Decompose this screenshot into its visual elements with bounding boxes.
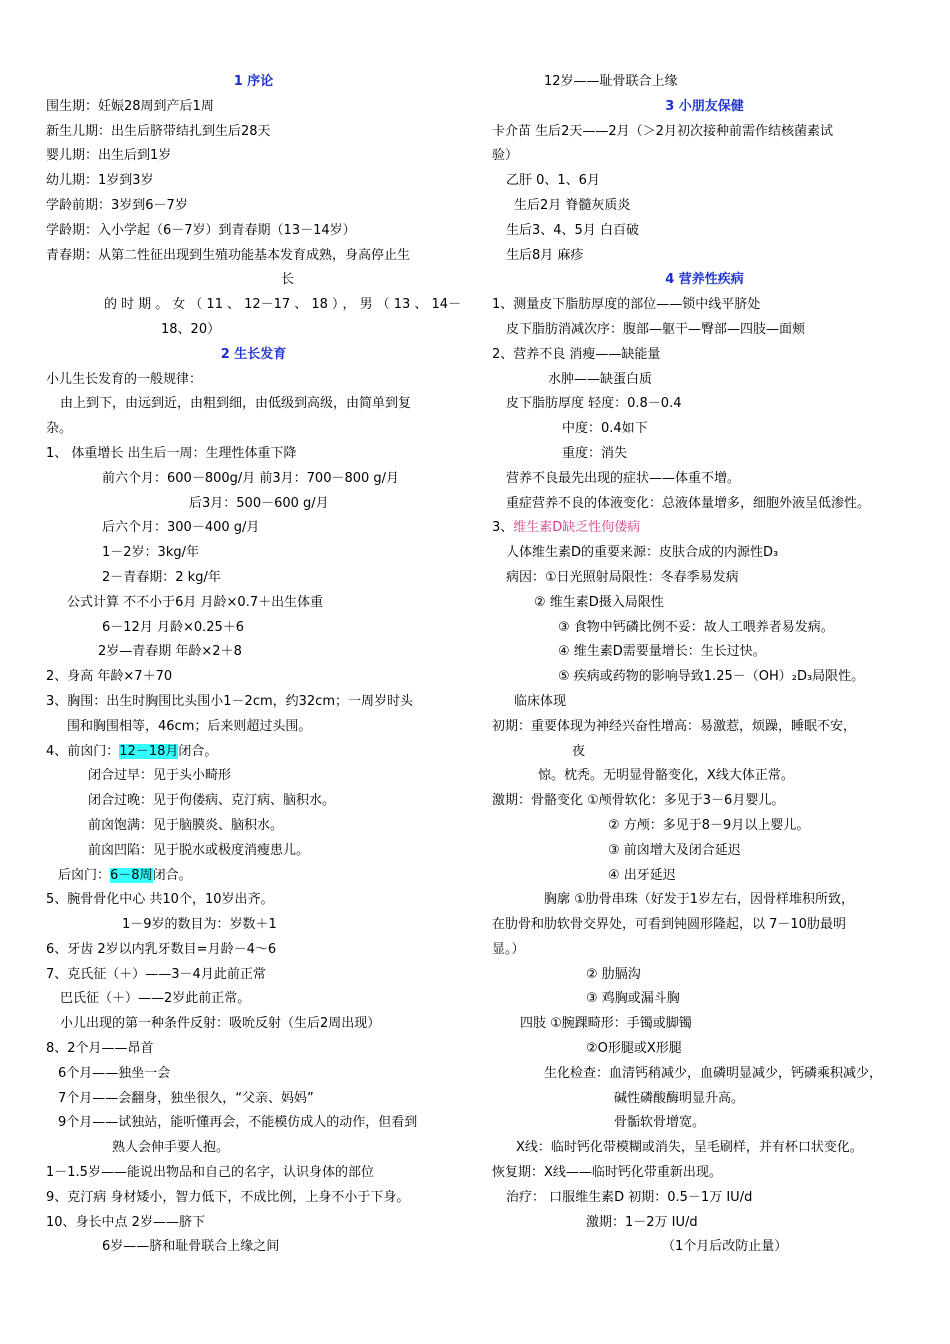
line-text: 5、腕骨骨化中心 共10个，10岁出齐。 bbox=[46, 892, 274, 908]
line-text: 3、胸围：出生时胸围比头围小1－2cm，约32cm；一周岁时头 bbox=[46, 693, 413, 709]
line-text: 10、身长中点 2岁——脐下 bbox=[46, 1214, 205, 1230]
line-text: 学龄前期：3岁到6－7岁 bbox=[46, 197, 188, 213]
text-line bbox=[46, 740, 461, 765]
line-text: 卡介苗 生后2天——2月（＞2月初次接种前需作结核菌素试 bbox=[492, 123, 833, 139]
line-text: 6个月——独坐一会 bbox=[58, 1065, 171, 1081]
line-text: 围和胸围相等，46cm；后来则超过头围。 bbox=[67, 718, 312, 734]
line-text: 后六个月：300－400 g/月 bbox=[102, 520, 260, 536]
line-text: 闭合过晚：见于佝偻病、克汀病、脑积水。 bbox=[88, 793, 336, 809]
text-line bbox=[492, 987, 917, 1012]
line-text: 3、 bbox=[492, 520, 514, 536]
line-text: 小儿生长发育的一般规律： bbox=[46, 371, 203, 387]
text-line bbox=[492, 1136, 917, 1161]
line-text: 闭合过早：见于头小畸形 bbox=[88, 768, 232, 784]
text-line bbox=[492, 814, 917, 839]
line-text: 前囟凹陷：见于脱水或极度消瘦患儿。 bbox=[88, 842, 310, 858]
text-line bbox=[492, 1111, 917, 1136]
line-text: 乙肝 0、1、6月 bbox=[506, 173, 600, 189]
text-line bbox=[46, 640, 461, 665]
text-line bbox=[492, 194, 917, 219]
text-line bbox=[46, 417, 461, 442]
highlighted-text: 6－8周 bbox=[110, 867, 153, 883]
text-line bbox=[492, 888, 917, 913]
line-text: 1、 体重增长 出生后一周：生理性体重下降 bbox=[46, 445, 297, 461]
text-line bbox=[46, 1087, 461, 1112]
text-line bbox=[46, 144, 461, 169]
line-text: 7、克氏征（＋）——3－4月此前正常 bbox=[46, 966, 266, 982]
line-text: ③ 食物中钙磷比例不妥：故人工喂养者易发病。 bbox=[558, 619, 834, 635]
text-line bbox=[492, 616, 917, 641]
line-text: 2－青春期：2 kg/年 bbox=[102, 569, 221, 585]
text-line bbox=[46, 442, 461, 467]
text-line bbox=[46, 95, 461, 120]
line-text: 前六个月：600－800g/月 前3月：700－800 g/月 bbox=[102, 470, 400, 486]
line-text: 临床体现 bbox=[514, 693, 567, 709]
line-text: ③ 鸡胸或漏斗胸 bbox=[586, 991, 680, 1007]
text-line bbox=[492, 1186, 917, 1211]
text-line bbox=[46, 1186, 461, 1211]
line-text: 惊。枕秃。无明显骨骼变化，X线大体正常。 bbox=[538, 768, 794, 784]
line-text: 后囟门： bbox=[58, 867, 111, 883]
line-text: 18、20） bbox=[161, 321, 221, 337]
section-heading bbox=[46, 343, 461, 368]
line-text: 2岁—青春期 年龄×2＋8 bbox=[98, 644, 242, 660]
line-text: ④ 维生素D需要量增长：生长过快。 bbox=[558, 644, 766, 660]
line-text: X线：临时钙化带模糊或消失，呈毛刷样，并有杯口状变化。 bbox=[516, 1140, 863, 1156]
text-line bbox=[46, 293, 461, 318]
text-line bbox=[492, 740, 917, 765]
line-text: 小儿出现的第一种条件反射：吸吮反射（生后2周出现） bbox=[60, 1016, 381, 1032]
text-line bbox=[46, 318, 461, 343]
line-text: 生后8月 麻疹 bbox=[506, 247, 584, 263]
line-text: 水肿——缺蛋白质 bbox=[548, 371, 653, 387]
line-text: 生后3、4、5月 白百破 bbox=[506, 222, 639, 238]
line-text: ② 维生素D摄入局限性 bbox=[534, 594, 664, 610]
line-text: 7个月——会翻身，独坐很久，“父亲、妈妈” bbox=[58, 1090, 314, 1106]
text-line bbox=[492, 1087, 917, 1112]
text-line bbox=[492, 715, 917, 740]
line-text: 2、营养不良 消瘦——缺能量 bbox=[492, 346, 661, 362]
text-line bbox=[46, 839, 461, 864]
line-text: 前囟饱满：见于脑膜炎、脑积水。 bbox=[88, 817, 284, 833]
heading-text: 4 营养性疾病 bbox=[665, 272, 744, 288]
text-line bbox=[46, 665, 461, 690]
line-text: 8、2个月——昂首 bbox=[46, 1041, 154, 1057]
text-line bbox=[492, 169, 917, 194]
line-text: 重度：消失 bbox=[562, 445, 628, 461]
text-line bbox=[492, 541, 917, 566]
text-line bbox=[46, 814, 461, 839]
line-text: 6－12月 月龄×0.25＋6 bbox=[102, 619, 245, 635]
line-text: 验） bbox=[492, 148, 519, 164]
text-line bbox=[492, 1037, 917, 1062]
text-line bbox=[46, 913, 461, 938]
line-text: ② 肋膈沟 bbox=[586, 966, 641, 982]
text-line bbox=[492, 566, 917, 591]
line-text: 1－2岁：3kg/年 bbox=[102, 545, 199, 561]
text-line bbox=[46, 194, 461, 219]
heading-text: 3 小朋友保健 bbox=[665, 98, 744, 114]
line-text: 学龄期：入小学起（6－7岁）到青春期（13－14岁） bbox=[46, 222, 356, 238]
text-line bbox=[492, 392, 917, 417]
text-line bbox=[46, 963, 461, 988]
line-text: 幼儿期：1岁到3岁 bbox=[46, 173, 154, 189]
text-line bbox=[492, 343, 917, 368]
text-line bbox=[46, 715, 461, 740]
line-text: 骨骺软骨增宽。 bbox=[614, 1115, 706, 1131]
text-line bbox=[492, 120, 917, 145]
text-line bbox=[492, 690, 917, 715]
text-line bbox=[46, 219, 461, 244]
text-line bbox=[46, 1211, 461, 1236]
line-text: ④ 出牙延迟 bbox=[608, 867, 676, 883]
line-text: 4、前囟门： bbox=[46, 743, 120, 759]
line-text: 杂。 bbox=[46, 421, 73, 437]
text-line bbox=[46, 616, 461, 641]
line-text: 6岁——脐和耻骨联合上缘之间 bbox=[102, 1239, 280, 1255]
line-text: 新生儿期：出生后脐带结扎到生后28天 bbox=[46, 123, 271, 139]
text-line bbox=[46, 987, 461, 1012]
line-text: 1－1.5岁——能说出物品和自己的名字，认识身体的部位 bbox=[46, 1165, 374, 1181]
text-line bbox=[46, 864, 461, 889]
line-text: 的时期。女（11、12－17、18），男（13、14－ bbox=[104, 297, 461, 313]
text-line bbox=[46, 690, 461, 715]
text-line bbox=[492, 913, 917, 938]
line-text: 胸廓 ①肋骨串珠（好发于1岁左右，因骨样堆积所致， bbox=[544, 892, 855, 908]
line-text: 9个月——试独站，能听懂再会，不能模仿成人的动作，但看到 bbox=[58, 1115, 418, 1131]
line-text-tail: 闭合。 bbox=[152, 867, 192, 883]
text-line bbox=[46, 392, 461, 417]
text-line bbox=[492, 516, 917, 541]
line-text: 皮下脂肪厚度 轻度：0.8－0.4 bbox=[506, 396, 682, 412]
line-text: 生化检查：血清钙稍减少，血磷明显减少，钙磷乘积减少， bbox=[544, 1065, 883, 1081]
line-text: （1个月后改防止量） bbox=[662, 1239, 788, 1255]
line-text: 激期：1－2万 IU/d bbox=[586, 1214, 698, 1230]
line-text: 显。） bbox=[492, 941, 525, 957]
text-line bbox=[46, 268, 461, 293]
text-line bbox=[46, 1037, 461, 1062]
text-line bbox=[46, 938, 461, 963]
line-text: 6、牙齿 2岁以内乳牙数目=月龄－4～6 bbox=[46, 941, 277, 957]
line-text: 激期：骨骼变化 ①颅骨软化：多见于3－6月婴儿。 bbox=[492, 793, 785, 809]
text-line bbox=[46, 1012, 461, 1037]
line-text: 治疗： 口服维生素D 初期：0.5－1万 IU/d bbox=[506, 1189, 753, 1205]
text-line bbox=[46, 764, 461, 789]
line-text: 皮下脂肪消减次序：腹部—躯干—臀部—四肢—面颊 bbox=[506, 321, 806, 337]
line-text: 四肢 ①腕踝畸形：手镯或脚镯 bbox=[520, 1016, 692, 1032]
line-text: 在肋骨和肋软骨交界处，可看到钝圆形隆起，以 7－10肋最明 bbox=[492, 917, 846, 933]
text-line bbox=[492, 417, 917, 442]
text-line bbox=[46, 591, 461, 616]
highlighted-text: 12－18月 bbox=[119, 743, 179, 759]
text-line bbox=[492, 492, 917, 517]
section-heading bbox=[492, 268, 917, 293]
text-line bbox=[46, 888, 461, 913]
text-line bbox=[46, 516, 461, 541]
heading-text: 1 序论 bbox=[233, 74, 274, 89]
line-text: 9、克汀病 身材矮小，智力低下，不成比例，上身不小于下身。 bbox=[46, 1189, 410, 1205]
right-column bbox=[492, 70, 917, 1260]
text-line bbox=[492, 963, 917, 988]
line-text: 初期：重要体现为神经兴奋性增高：易激惹，烦躁，睡眠不安， bbox=[492, 718, 857, 734]
line-text: 12岁——耻骨联合上缘 bbox=[544, 74, 678, 89]
text-line bbox=[492, 442, 917, 467]
text-line bbox=[492, 467, 917, 492]
text-line bbox=[46, 368, 461, 393]
text-line bbox=[492, 368, 917, 393]
text-line bbox=[46, 120, 461, 145]
text-line bbox=[492, 219, 917, 244]
colored-topic-text: 维生素D缺乏性佝偻病 bbox=[513, 520, 641, 536]
text-line bbox=[492, 640, 917, 665]
text-line bbox=[492, 293, 917, 318]
line-text: 恢复期：X线——临时钙化带重新出现。 bbox=[492, 1165, 722, 1181]
text-line bbox=[46, 492, 461, 517]
line-text: 婴儿期：出生后到1岁 bbox=[46, 148, 172, 164]
line-text: 夜 bbox=[572, 743, 586, 759]
line-text: 长 bbox=[281, 272, 295, 288]
text-line bbox=[46, 541, 461, 566]
section-heading bbox=[46, 70, 461, 95]
line-text: 1－9岁的数目为：岁数＋1 bbox=[122, 917, 277, 933]
text-line bbox=[492, 591, 917, 616]
line-text: 巴氏征（＋）——2岁此前正常。 bbox=[60, 991, 251, 1007]
text-line bbox=[492, 244, 917, 269]
line-text: 由上到下，由远到近，由粗到细，由低级到高级，由简单到复 bbox=[60, 396, 412, 412]
line-text: 围生期：妊娠28周到产后1周 bbox=[46, 98, 214, 114]
line-text: 病因：①日光照射局限性：冬春季易发病 bbox=[506, 569, 739, 585]
line-text: ② 方颅：多见于8－9月以上婴儿。 bbox=[608, 817, 810, 833]
line-text: 营养不良最先出现的症状——体重不增。 bbox=[506, 470, 741, 486]
text-line bbox=[492, 1012, 917, 1037]
text-line bbox=[46, 789, 461, 814]
text-line bbox=[46, 1161, 461, 1186]
text-line bbox=[492, 1211, 917, 1236]
line-text: 重症营养不良的体液变化：总液体量增多，细胞外液呈低渗性。 bbox=[506, 495, 871, 511]
line-text-tail: 闭合。 bbox=[178, 743, 218, 759]
text-line bbox=[492, 144, 917, 169]
line-text: 碱性磷酸酶明显升高。 bbox=[614, 1090, 745, 1106]
text-line bbox=[492, 789, 917, 814]
line-text: 生后2月 脊髓灰质炎 bbox=[514, 197, 631, 213]
text-line bbox=[46, 1062, 461, 1087]
text-line bbox=[46, 1111, 461, 1136]
line-text: 后3月：500－600 g/月 bbox=[189, 495, 329, 511]
line-text: 中度：0.4如下 bbox=[562, 421, 648, 437]
text-line bbox=[492, 70, 917, 95]
line-text: ②O形腿或X形腿 bbox=[586, 1041, 682, 1057]
text-line bbox=[492, 839, 917, 864]
text-line bbox=[492, 1161, 917, 1186]
heading-text: 2 生长发育 bbox=[220, 346, 287, 362]
text-line bbox=[46, 169, 461, 194]
text-line bbox=[46, 1136, 461, 1161]
text-line bbox=[46, 467, 461, 492]
text-line bbox=[46, 244, 461, 269]
line-text: 公式计算 不不小于6月 月龄×0.7＋出生体重 bbox=[67, 594, 324, 610]
text-line bbox=[492, 1062, 917, 1087]
text-line bbox=[492, 864, 917, 889]
text-line bbox=[492, 318, 917, 343]
text-line bbox=[492, 938, 917, 963]
line-text: 青春期：从第二性征出现到生殖功能基本发育成熟，身高停止生 bbox=[46, 247, 411, 263]
text-line bbox=[492, 665, 917, 690]
text-line bbox=[492, 1235, 917, 1260]
line-text: ⑤ 疾病或药物的影响导致1.25－（OH）₂D₃局限性。 bbox=[558, 669, 865, 685]
line-text: ③ 前囟增大及闭合延迟 bbox=[608, 842, 741, 858]
section-heading bbox=[492, 95, 917, 120]
text-line bbox=[46, 1235, 461, 1260]
text-line bbox=[46, 566, 461, 591]
left-column bbox=[46, 70, 461, 1260]
line-text: 2、身高 年龄×7＋70 bbox=[46, 669, 173, 685]
line-text: 熟人会伸手要人抱。 bbox=[112, 1140, 230, 1156]
line-text: 1、测量皮下脂肪厚度的部位——锁中线平脐处 bbox=[492, 297, 761, 313]
line-text: 人体维生素D的重要来源：皮肤合成的内源性D₃ bbox=[506, 545, 779, 561]
text-line bbox=[492, 764, 917, 789]
